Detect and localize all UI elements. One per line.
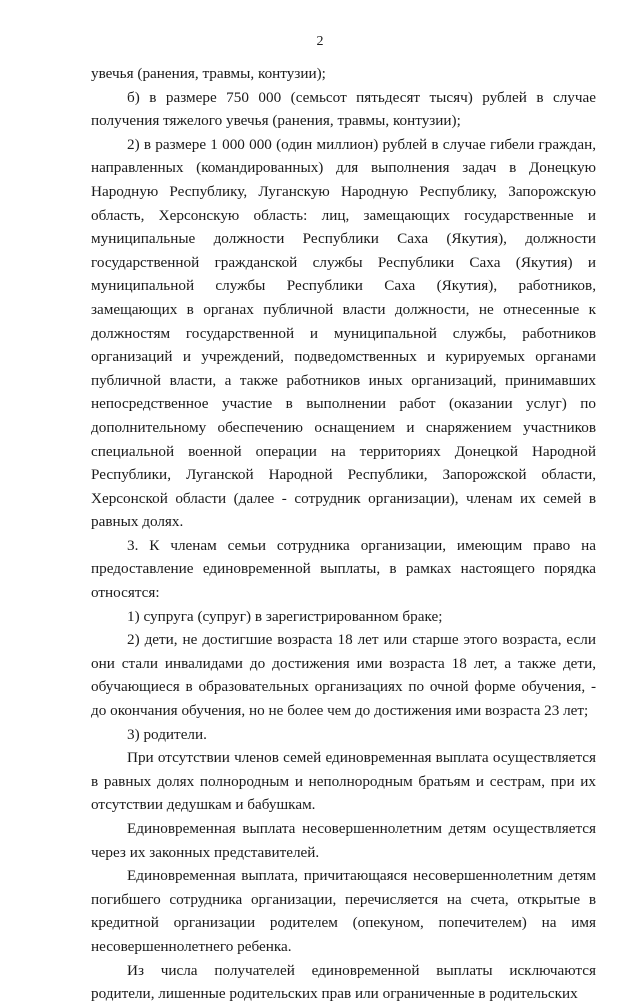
page-number: 2 <box>316 34 324 49</box>
paragraph-item-2: 2) в размере 1 000 000 (один миллион) рублей в случае гибели граждан, направленных (командированных) для выполнения задач в Донецкую Народную Республику, Луганскую Народную Республику, Запорожскую область, Херсонскую область: лиц, замещающих государственные и муниципальные должности Республики Саха (Якутия), должности государственной гражданской службы Республики Саха (Якутия) и муниципальной службы Республики Саха (Якутия), работников, замещающих в органах публичной власти должности, не отнесенные к должностям государственной и муниципальной службы, работников организаций и учреждений, подведомственных и курируемых органами публичной власти, а также работников иных организаций, принимавших непосредственное участие в выполнении работ (оказании услуг) по дополнительному обеспечению оснащением и снаряжением участников специальной военной операции на территориях Донецкой Народной Республики, Луганской Народной Республики, Запорожской области, Херсонской области (далее - сотрудник организации), членам их семей в равных долях. <box>91 135 596 531</box>
paragraph-item-b: б) в размере 750 000 (семьсот пятьдесят тысяч) рублей в случае получения тяжелого увечья (ранения, травмы, контузии); <box>91 88 596 130</box>
paragraph-minors-representatives: Единовременная выплата несовершеннолетним детям осуществляется через их законных представителей. <box>91 820 596 861</box>
list-item-parents: 3) родители. <box>127 725 207 743</box>
paragraph-minors-accounts: Единовременная выплата, причитающаяся несовершеннолетним детям погибшего сотрудника организации, перечисляется на счета, открытые в кредитной организации родителем (опекуном, попечителем) на имя несовершеннолетнего ребенка. <box>91 867 596 955</box>
paragraph-no-family: При отсутствии членов семей единовременная выплата осуществляется в равных долях полнородным и неполнородным братьям и сестрам, при их отсутствии дедушкам и бабушкам. <box>91 749 596 814</box>
list-item-children: 2) дети, не достигшие возраста 18 лет или старше этого возраста, если они стали инвалидами до достижения ими возраста 18 лет, а также дети, обучающиеся в образовательных организациях по очной форме обучения, - до окончания обучения, но не более чем до достижения ими возраста 23 лет; <box>91 631 596 720</box>
paragraph-section-3: 3. К членам семьи сотрудника организации, имеющим право на предоставление единовременной выплаты, в рамках настоящего порядка относятся: <box>91 536 596 602</box>
paragraph-continuation: увечья (ранения, травмы, контузии); <box>91 65 326 82</box>
list-item-spouse: 1) супруга (супруг) в зарегистрированном браке; <box>127 607 443 625</box>
document-body <box>91 62 596 1006</box>
paragraph-exclusions: Из числа получателей единовременной выплаты исключаются родители, лишенные родительских прав или ограниченные в родительских <box>91 961 596 1003</box>
